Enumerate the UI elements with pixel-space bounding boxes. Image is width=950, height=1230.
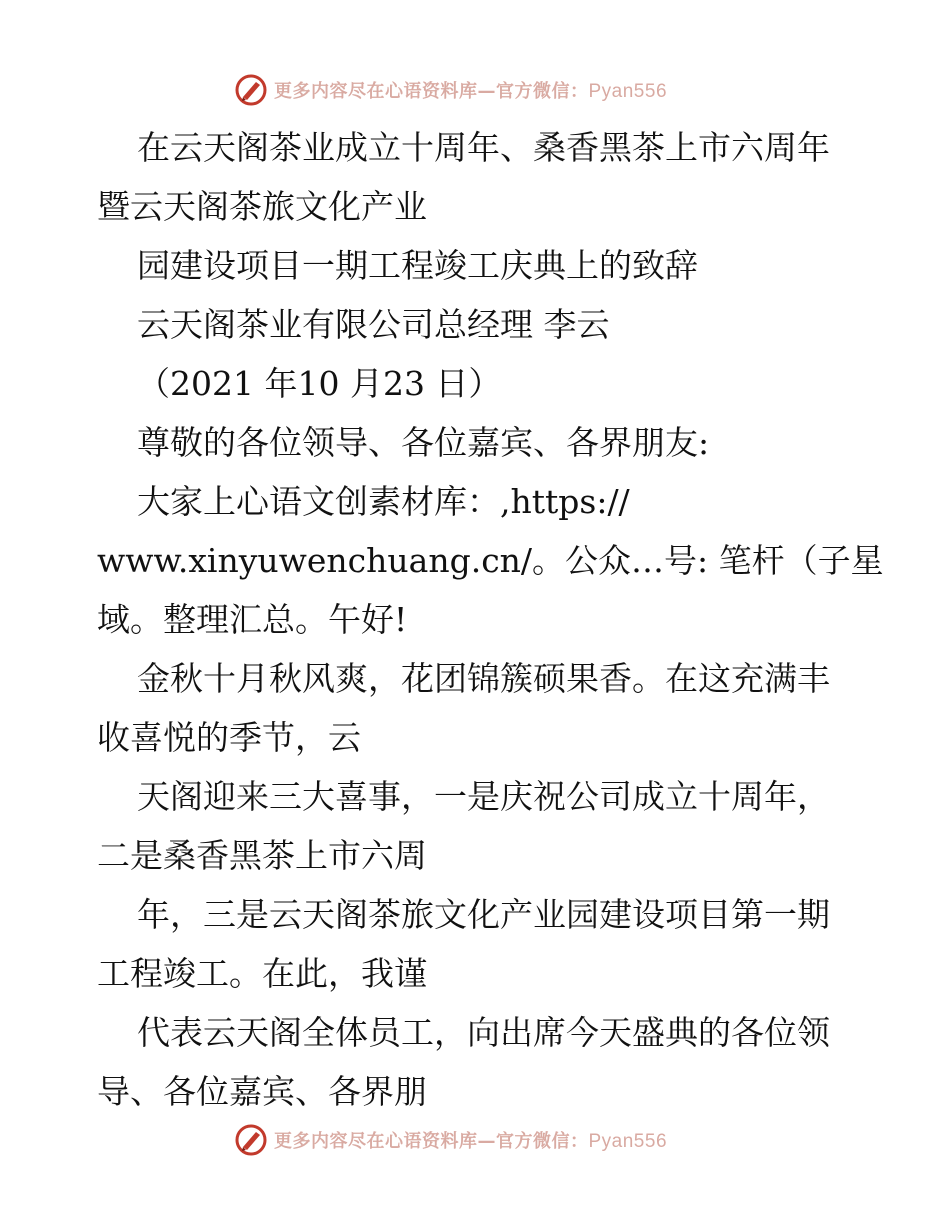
footer-banner-id: Pyan556 — [588, 1131, 668, 1152]
body-line: 域。整理汇总。午好! — [97, 600, 408, 639]
body-line: 天阁迎来三大喜事，一是庆祝公司成立十周年， — [137, 777, 830, 816]
body-line: 代表云天阁全体员工，向出席今天盛典的各位领 — [137, 1013, 830, 1052]
pen-logo-icon — [234, 73, 268, 107]
body-line: 园建设项目一期工程竣工庆典上的致辞 — [137, 246, 698, 285]
body-line: 尊敬的各位领导、各位嘉宾、各界朋友: — [137, 423, 710, 462]
body-line: 云天阁茶业有限公司总经理 李云 — [137, 305, 610, 344]
document-body — [97, 118, 884, 1121]
body-line: 二是桑香黑茶上市六周 — [97, 836, 427, 875]
body-line: 年，三是云天阁茶旅文化产业园建设项目第一期 — [137, 895, 830, 934]
footer-banner-text: 更多内容尽在心语资料库—官方微信：Pyan556 — [274, 1131, 668, 1152]
header-watermark-banner — [234, 72, 714, 108]
body-line: （2021 年10 月23 日） — [137, 364, 502, 403]
body-line: 金秋十月秋风爽，花团锦簇硕果香。在这充满丰 — [137, 659, 830, 698]
body-line: 导、各位嘉宾、各界朋 — [97, 1072, 427, 1111]
footer-watermark-banner — [234, 1122, 714, 1158]
pen-logo-icon — [234, 1123, 268, 1157]
body-line: 暨云天阁茶旅文化产业 — [97, 187, 427, 226]
body-line: 收喜悦的季节，云 — [97, 718, 361, 757]
body-line: www.xinyuwenchuang.cn/。公众…号: 笔杆（子星 — [97, 541, 884, 580]
body-line: 大家上心语文创素材库：,https:// — [137, 482, 630, 521]
header-banner-id: Pyan556 — [588, 81, 668, 102]
body-line: 在云天阁茶业成立十周年、桑香黑茶上市六周年 — [137, 128, 830, 167]
body-line: 工程竣工。在此，我谨 — [97, 954, 427, 993]
header-banner-text: 更多内容尽在心语资料库—官方微信：Pyan556 — [274, 81, 668, 102]
